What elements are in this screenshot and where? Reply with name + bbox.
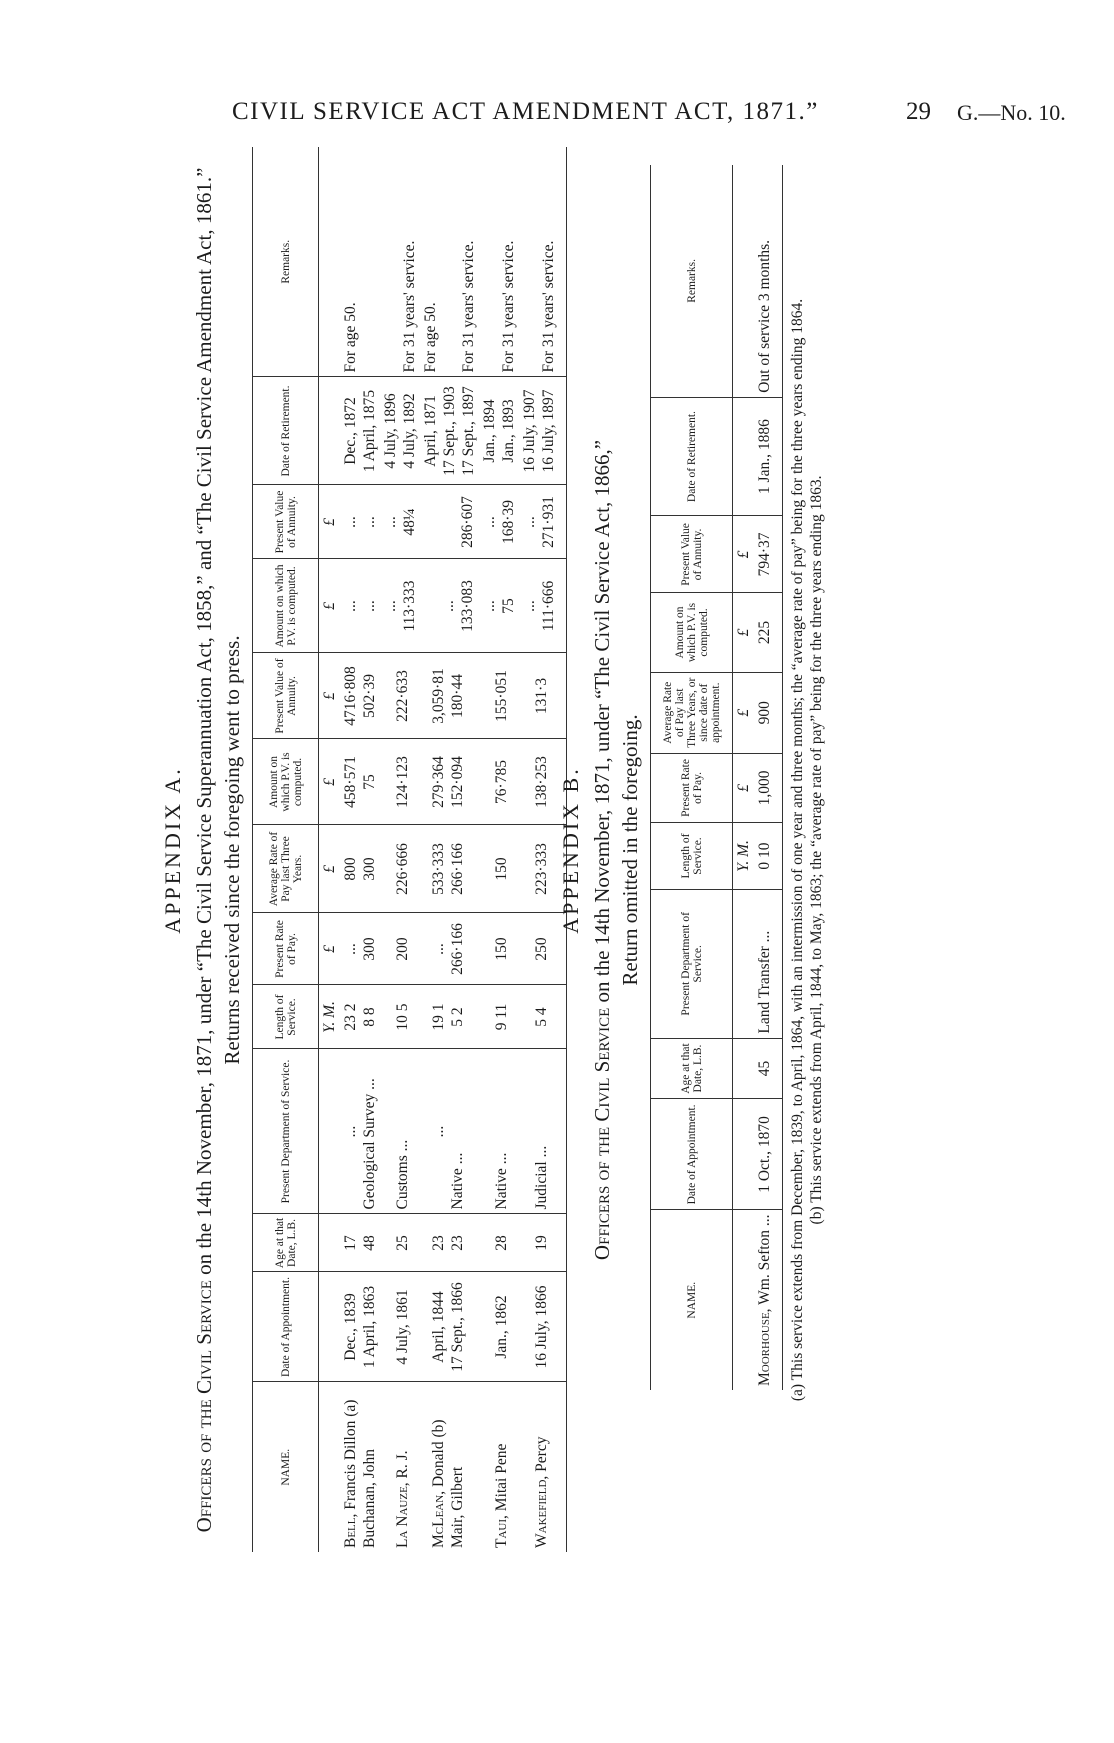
avg-rate-cell: 800 300 bbox=[340, 825, 380, 913]
amount-cell: 279·364 152·094 bbox=[420, 739, 479, 825]
amount-b-cell: ... 113·333 bbox=[380, 559, 420, 653]
appendix-a-table bbox=[252, 147, 567, 1552]
unit-pound: £ bbox=[319, 913, 341, 985]
date-appointment-cell: 4 July, 1861 bbox=[380, 1272, 420, 1382]
col-date-retirement: Date of Retirement. bbox=[253, 377, 319, 485]
col-amount-pv: Amount on which P.V. is computed. bbox=[253, 739, 319, 825]
unit-ym: Y. M. bbox=[319, 985, 341, 1049]
retirement-cell: April, 1871 17 Sept., 1903 17 Sept., 1897 bbox=[420, 377, 479, 485]
table-row bbox=[420, 147, 479, 1552]
name-cell: La Nauze, R. J. bbox=[394, 1450, 411, 1548]
avg-rate-cell: 900 bbox=[754, 672, 783, 753]
avg-rate-cell: 533·333 266·166 bbox=[420, 825, 479, 913]
remarks-cell: For 31 years' service. bbox=[380, 147, 420, 377]
age-cell: 28 bbox=[479, 1214, 519, 1272]
present-value-cell: 794·37 bbox=[754, 516, 783, 593]
remarks-cell: Out of service 3 months. bbox=[754, 165, 783, 397]
units-row bbox=[733, 165, 755, 1390]
department-cell: ... Native ... bbox=[420, 1049, 479, 1214]
amount-cell: 225 bbox=[754, 593, 783, 672]
amount-cell: 138·253 bbox=[519, 739, 567, 825]
unit-pound: £ bbox=[319, 739, 341, 825]
rate-cell: 1,000 bbox=[754, 753, 783, 822]
present-value-b-cell: ... ... bbox=[340, 485, 380, 559]
running-title: CIVIL SERVICE ACT AMENDMENT ACT, 1871.” bbox=[232, 98, 819, 125]
col-date-appointment: Date of Appointment. bbox=[253, 1272, 319, 1382]
unit-pound: £ bbox=[733, 672, 755, 753]
unit-pound: £ bbox=[319, 653, 341, 739]
date-appointment-cell: 1 Oct., 1870 bbox=[754, 1099, 783, 1210]
date-appointment-cell: Jan., 1862 bbox=[479, 1272, 519, 1382]
present-value-cell: 4716·808 502·39 bbox=[340, 653, 380, 739]
retirement-cell: Jan., 1894 Jan., 1893 bbox=[479, 377, 519, 485]
date-appointment-cell: April, 1844 17 Sept., 1866 bbox=[420, 1272, 479, 1382]
remarks-cell: For age 50. For 31 years' service. bbox=[420, 147, 479, 377]
rate-cell: ... 300 bbox=[340, 913, 380, 985]
avg-rate-cell: 150 bbox=[479, 825, 519, 913]
col-rate-pay: Present Rate of Pay. bbox=[651, 753, 733, 822]
length-cell: 5 4 bbox=[519, 985, 567, 1049]
name-cell: Wakefield, Percy bbox=[519, 1382, 567, 1552]
amount-b-cell: ... 133·083 bbox=[420, 559, 479, 653]
department-cell: Customs ... bbox=[380, 1049, 420, 1214]
remarks-cell: For 31 years' service. bbox=[519, 147, 567, 377]
department-cell: ... Geological Survey ... bbox=[340, 1049, 380, 1214]
date-appointment-cell: Dec., 1839 1 April, 1863 bbox=[340, 1272, 380, 1382]
present-value-cell: 3,059·81 180·44 bbox=[420, 653, 479, 739]
col-present-value: Present Value of Annuity. bbox=[651, 516, 733, 593]
col-age: Age at that Date, L.B. bbox=[253, 1214, 319, 1272]
retirement-cell: 16 July, 1907 16 July, 1897 bbox=[519, 377, 567, 485]
col-length-service: Length of Service. bbox=[651, 822, 733, 889]
unit-pound: £ bbox=[319, 825, 341, 913]
avg-rate-cell: 223·333 bbox=[519, 825, 567, 913]
col-department: Present Department of Service. bbox=[253, 1049, 319, 1214]
unit-pound: £ bbox=[733, 593, 755, 672]
page-number: 29 bbox=[906, 98, 931, 125]
remarks-cell: For age 50. bbox=[340, 147, 380, 377]
present-value-cell: 155·051 bbox=[479, 653, 519, 739]
amount-b-cell: ... 111·666 bbox=[519, 559, 567, 653]
avg-rate-cell: 226·666 bbox=[380, 825, 420, 913]
name-cell: Moorhouse, Wm. Sefton ... bbox=[754, 1210, 783, 1390]
length-cell: 9 11 bbox=[479, 985, 519, 1049]
unit-pound: £ bbox=[733, 753, 755, 822]
col-remarks: Remarks. bbox=[253, 147, 319, 377]
amount-b-cell: ... ... bbox=[340, 559, 380, 653]
col-average-rate: Average Rate of Pay last Three Years, or since date of appointment. bbox=[651, 672, 733, 753]
footnotes bbox=[788, 140, 826, 1560]
age-cell: 23 23 bbox=[420, 1214, 479, 1272]
appendix-a-heading: APPENDIX A. bbox=[160, 766, 185, 934]
appendix-b-subcaption: Return omitted in the foregoing. bbox=[618, 714, 642, 986]
appendix-a-caption-rest: on the 14th November, 1871, under “The Civil Service Superannuation Act, 1858,” and “The Civil Service Amendment Act, 1861.” bbox=[192, 167, 216, 1281]
rate-cell: 250 bbox=[519, 913, 567, 985]
rotated-page-body bbox=[160, 140, 860, 1560]
table-row bbox=[340, 147, 380, 1552]
rate-cell: ... 266·166 bbox=[420, 913, 479, 985]
remarks-cell: For 31 years' service. bbox=[479, 147, 519, 377]
appendix-b-heading: APPENDIX B. bbox=[558, 766, 583, 934]
footnote-b: (b) This service extends from April, 1844, to May, 1863; the “average rate of pay” being for the three years ending 1863. bbox=[808, 475, 825, 1225]
name-cell: McLean, Donald (b) Mair, Gilbert bbox=[430, 1419, 466, 1548]
length-cell: 19 1 5 2 bbox=[420, 985, 479, 1049]
col-present-value-2: Present Value of Annuity. bbox=[253, 485, 319, 559]
col-name: NAME. bbox=[651, 1210, 733, 1390]
present-value-b-cell: ... 271·931 bbox=[519, 485, 567, 559]
units-row bbox=[319, 147, 341, 1552]
table-row bbox=[754, 165, 783, 1390]
length-cell: 10 5 bbox=[380, 985, 420, 1049]
col-average-rate: Average Rate of Pay last Three Years. bbox=[253, 825, 319, 913]
amount-b-cell: ... 75 bbox=[479, 559, 519, 653]
col-amount-pv-2: Amount on which P.V. is computed. bbox=[253, 559, 319, 653]
department-cell: Land Transfer ... bbox=[754, 890, 783, 1039]
amount-cell: 124·123 bbox=[380, 739, 420, 825]
col-department: Present Department of Service. bbox=[651, 890, 733, 1039]
appendix-b-table bbox=[650, 165, 783, 1390]
amount-cell: 76·785 bbox=[479, 739, 519, 825]
department-cell: Judicial ... bbox=[519, 1049, 567, 1214]
col-length-service: Length of Service. bbox=[253, 985, 319, 1049]
retirement-cell: 1 Jan., 1886 bbox=[754, 397, 783, 516]
unit-pound: £ bbox=[319, 485, 341, 559]
age-cell: 19 bbox=[519, 1214, 567, 1272]
col-date-retirement: Date of Retirement. bbox=[651, 397, 733, 516]
appendix-a-subcaption: Returns received since the foregoing went to press. bbox=[220, 635, 244, 1065]
age-cell: 45 bbox=[754, 1038, 783, 1099]
length-cell: 0 10 bbox=[754, 822, 783, 889]
department-cell: Native ... bbox=[479, 1049, 519, 1214]
appendix-a-caption-smallcaps: Officers of the Civil Service bbox=[192, 1280, 216, 1533]
present-value-b-cell: ... 168·39 bbox=[479, 485, 519, 559]
col-age: Age at that Date, L.B. bbox=[651, 1038, 733, 1099]
unit-pound: £ bbox=[319, 559, 341, 653]
table-row bbox=[380, 147, 420, 1552]
rate-cell: 200 bbox=[380, 913, 420, 985]
rate-cell: 150 bbox=[479, 913, 519, 985]
name-cell: Bell, Francis Dillon (a) Buchanan, John bbox=[342, 1399, 378, 1548]
footnote-a: (a) This service extends from December, 1839, to April, 1864, with an intermission of one year and three months; the “average rate of pay” being for the three years ending 1864. bbox=[789, 298, 806, 1402]
amount-cell: 458·571 75 bbox=[340, 739, 380, 825]
col-rate-pay: Present Rate of Pay. bbox=[253, 913, 319, 985]
col-name: NAME. bbox=[253, 1382, 319, 1552]
page-header bbox=[0, 0, 1114, 140]
retirement-cell: 4 July, 1896 4 July, 1892 bbox=[380, 377, 420, 485]
col-amount-pv: Amount on which P.V. is computed. bbox=[651, 593, 733, 672]
table-row bbox=[479, 147, 519, 1552]
date-appointment-cell: 16 July, 1866 bbox=[519, 1272, 567, 1382]
unit-ym: Y. M. bbox=[733, 822, 755, 889]
age-cell: 25 bbox=[380, 1214, 420, 1272]
present-value-b-cell: ... 48¼ bbox=[380, 485, 420, 559]
appendix-b-caption: Officers of the Civil Service on the 14th November, 1871, under “The Civil Service Act, 1866,” bbox=[590, 439, 614, 1261]
name-cell: Taui, Mitai Pene bbox=[493, 1443, 510, 1548]
col-present-value: Present Value of Annuity. bbox=[253, 653, 319, 739]
retirement-cell: Dec., 1872 1 April, 1875 bbox=[340, 377, 380, 485]
unit-pound: £ bbox=[733, 516, 755, 593]
col-date-appointment: Date of Appointment. bbox=[651, 1099, 733, 1210]
appendix-a-caption bbox=[190, 140, 218, 1560]
col-remarks: Remarks. bbox=[651, 165, 733, 397]
present-value-cell: 131·3 bbox=[519, 653, 567, 739]
age-cell: 17 48 bbox=[340, 1214, 380, 1272]
document-number: G.—No. 10. bbox=[957, 100, 1066, 125]
present-value-b-cell: 286·607 bbox=[420, 485, 479, 559]
present-value-cell: 222·633 bbox=[380, 653, 420, 739]
length-cell: 23 2 8 8 bbox=[340, 985, 380, 1049]
